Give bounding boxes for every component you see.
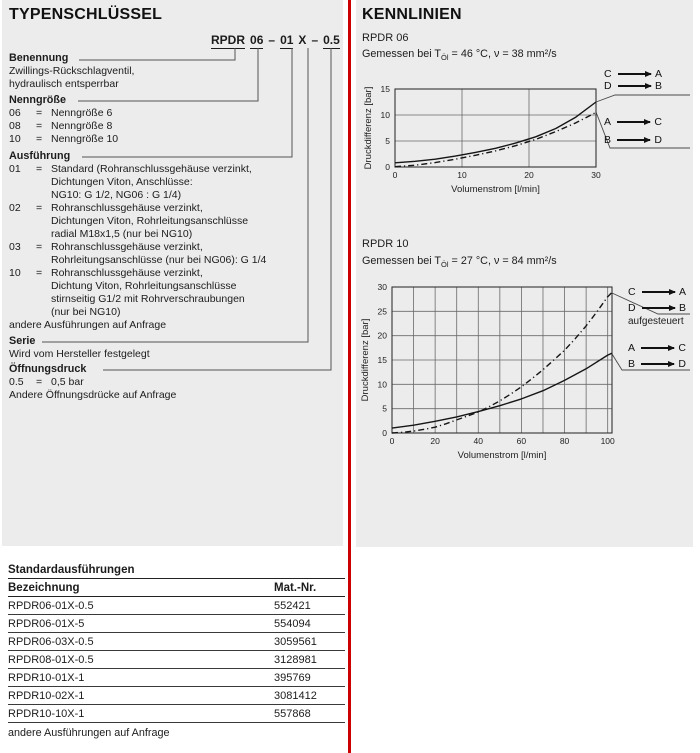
equals-sign: = xyxy=(36,376,43,388)
arrow-right-icon xyxy=(641,363,674,364)
item-text: Nenngröße 6 xyxy=(51,107,113,119)
chart1-conditions xyxy=(362,48,557,62)
table-row xyxy=(8,615,345,633)
item-code: 03 xyxy=(9,241,21,253)
item-code: 01 xyxy=(9,163,21,175)
item-code: 10 xyxy=(9,267,21,279)
equals-sign: = xyxy=(36,120,43,132)
chart1-legend-ac-bd xyxy=(604,116,662,146)
cell-matnr: 3081412 xyxy=(274,687,345,705)
svg-text:30: 30 xyxy=(377,282,387,292)
item-text-block xyxy=(51,202,248,241)
serie-text: Wird vom Hersteller festgelegt xyxy=(9,348,150,360)
cell-bezeichnung: RPDR10-02X-1 xyxy=(8,687,274,705)
item-line: Rohranschlussgehäuse verzinkt, xyxy=(51,241,203,253)
port-label: A xyxy=(604,116,612,128)
chart1-legend-ca-db xyxy=(604,68,662,92)
item-text: 0,5 bar xyxy=(51,376,84,388)
oeffnungsdruck-note: Andere Öffnungsdrücke auf Anfrage xyxy=(9,389,177,401)
column-divider xyxy=(348,0,351,753)
port-label: D xyxy=(604,80,612,92)
item-code: 0.5 xyxy=(9,376,24,388)
chart2-legend-ca-db xyxy=(628,286,686,318)
ausfuehrung-item-03 xyxy=(9,241,266,267)
kennlinien-title: KENNLINIEN xyxy=(362,6,462,23)
ausfuehrung-item-01 xyxy=(9,163,252,202)
arrow-right-icon xyxy=(641,347,674,348)
code-part-series: X xyxy=(298,33,307,47)
item-line: Rohranschlussgehäuse verzinkt, xyxy=(51,267,203,279)
section-label-ausfuehrung: Ausführung xyxy=(9,150,71,162)
port-label: C xyxy=(654,116,662,128)
item-line: stirnseitig G1/2 mit Rohrverschraubungen xyxy=(51,293,245,305)
standard-versions-section xyxy=(8,564,345,739)
column-header-matnr: Mat.-Nr. xyxy=(274,579,345,597)
section-label-nenngroesse: Nenngröße xyxy=(9,94,66,106)
port-label: B xyxy=(654,80,662,92)
svg-text:30: 30 xyxy=(591,170,601,180)
item-line: Dichtungen Viton, Anschlüsse: xyxy=(51,176,193,188)
svg-text:20: 20 xyxy=(524,170,534,180)
chart1-name: RPDR 06 xyxy=(362,32,409,44)
nenngroesse-item xyxy=(9,107,112,120)
svg-text:20: 20 xyxy=(377,330,387,341)
svg-text:5: 5 xyxy=(385,136,390,146)
legend-row xyxy=(604,116,662,128)
cell-matnr: 395769 xyxy=(274,669,345,687)
cell-bezeichnung: RPDR10-10X-1 xyxy=(8,705,274,723)
cell-bezeichnung: RPDR06-01X-0.5 xyxy=(8,597,274,615)
section-label-oeffnungsdruck: Öffnungsdruck xyxy=(9,363,87,375)
port-label: B xyxy=(678,302,686,314)
legend-row xyxy=(628,302,686,314)
chart2-legend-note: aufgesteuert xyxy=(628,316,684,327)
port-label: C xyxy=(628,286,636,298)
arrow-right-icon xyxy=(617,121,650,122)
ausfuehrung-item-10 xyxy=(9,267,245,319)
svg-text:60: 60 xyxy=(516,436,527,446)
port-label: D xyxy=(678,358,686,370)
item-text-block xyxy=(51,241,266,267)
equals-sign: = xyxy=(36,241,43,253)
equals-sign: = xyxy=(36,133,43,145)
svg-text:0: 0 xyxy=(385,162,390,172)
legend-callout-line xyxy=(596,95,690,102)
svg-text:5: 5 xyxy=(382,403,387,414)
cell-bezeichnung: RPDR10-01X-1 xyxy=(8,669,274,687)
svg-text:25: 25 xyxy=(377,306,387,317)
nenngroesse-item xyxy=(9,120,112,133)
arrow-right-icon xyxy=(642,291,675,292)
legend-row xyxy=(628,358,686,370)
typenschluessel-title: TYPENSCHLÜSSEL xyxy=(9,6,163,23)
table-header-row xyxy=(8,579,345,597)
svg-text:10: 10 xyxy=(457,170,467,180)
legend-row xyxy=(628,342,686,354)
port-label: D xyxy=(628,302,636,314)
table-row xyxy=(8,633,345,651)
item-code: 10 xyxy=(9,133,21,145)
port-label: A xyxy=(628,342,636,354)
oeffnungsdruck-item xyxy=(9,376,84,389)
legend-row xyxy=(628,286,686,298)
legend-row xyxy=(604,68,662,80)
svg-text:100: 100 xyxy=(600,436,615,446)
svg-text:0: 0 xyxy=(392,170,398,180)
code-part-version: 01 xyxy=(280,33,294,47)
legend-row xyxy=(604,80,662,92)
item-code: 08 xyxy=(9,120,21,132)
table-note: andere Ausführungen auf Anfrage xyxy=(8,727,170,739)
conditions-text: Gemessen bei T xyxy=(362,48,442,60)
item-line: Dichtung Viton, Rohrleitungsanschlüsse xyxy=(51,280,237,292)
section-label-serie: Serie xyxy=(9,335,36,347)
code-dash: – xyxy=(268,33,276,47)
table-row xyxy=(8,687,345,705)
chart2-conditions xyxy=(362,255,557,269)
item-text-block xyxy=(51,163,252,202)
equals-sign: = xyxy=(36,163,43,175)
type-code xyxy=(211,33,345,49)
svg-text:0: 0 xyxy=(382,428,387,438)
svg-text:10: 10 xyxy=(380,110,390,120)
chart2-name: RPDR 10 xyxy=(362,238,409,250)
svg-text:10: 10 xyxy=(377,379,387,390)
svg-text:0: 0 xyxy=(389,436,395,446)
port-label: C xyxy=(678,342,686,354)
svg-text:20: 20 xyxy=(430,436,440,446)
cell-matnr: 3059561 xyxy=(274,633,345,651)
cell-matnr: 552421 xyxy=(274,597,345,615)
svg-text:80: 80 xyxy=(559,436,570,446)
port-label: B xyxy=(604,134,612,146)
cell-matnr: 3128981 xyxy=(274,651,345,669)
item-line: (nur bei NG10) xyxy=(51,306,121,318)
conditions-subscript: Öl xyxy=(441,260,449,270)
port-label: A xyxy=(654,68,662,80)
cell-matnr: 554094 xyxy=(274,615,345,633)
cell-bezeichnung: RPDR08-01X-0.5 xyxy=(8,651,274,669)
port-label: A xyxy=(678,286,686,298)
item-text: Nenngröße 10 xyxy=(51,133,119,145)
svg-text:Volumenstrom [l/min]: Volumenstrom [l/min] xyxy=(457,450,547,461)
arrow-right-icon xyxy=(617,139,650,140)
arrow-right-icon xyxy=(618,85,651,86)
port-label: B xyxy=(628,358,636,370)
section-label-benennung: Benennung xyxy=(9,52,69,64)
code-part-pressure: 0.5 xyxy=(323,33,340,47)
arrow-right-icon xyxy=(618,73,651,74)
item-line: Dichtungen Viton, Rohrleitungsanschlüsse xyxy=(51,215,249,227)
code-part-size: 06 xyxy=(250,33,264,47)
port-label: C xyxy=(604,68,612,80)
arrow-right-icon xyxy=(642,307,675,308)
conditions-subscript: Öl xyxy=(441,53,449,63)
equals-sign: = xyxy=(36,107,43,119)
cell-bezeichnung: RPDR06-03X-0.5 xyxy=(8,633,274,651)
svg-text:15: 15 xyxy=(380,84,390,94)
item-line: Rohranschlussgehäuse verzinkt, xyxy=(51,202,203,214)
item-line: radial M18x1,5 (nur bei NG10) xyxy=(51,228,193,240)
item-text-block xyxy=(51,267,245,319)
standard-versions-table xyxy=(8,579,345,723)
ausfuehrung-note: andere Ausführungen auf Anfrage xyxy=(9,319,167,331)
table-row xyxy=(8,705,345,723)
table-caption: Standardausführungen xyxy=(8,564,345,579)
svg-text:15: 15 xyxy=(377,355,387,365)
table-row xyxy=(8,651,345,669)
svg-text:40: 40 xyxy=(473,436,484,446)
equals-sign: = xyxy=(36,202,43,214)
conditions-text: = 46 °C, ν = 38 mm²/s xyxy=(448,48,557,60)
table-row xyxy=(8,669,345,687)
column-header-bezeichnung: Bezeichnung xyxy=(8,579,274,597)
ausfuehrung-item-02 xyxy=(9,202,248,241)
svg-text:Volumenstrom [l/min]: Volumenstrom [l/min] xyxy=(451,184,540,195)
chart2-legend-ac-bd xyxy=(628,342,686,374)
item-code: 02 xyxy=(9,202,21,214)
code-dash: – xyxy=(311,33,319,47)
table-row xyxy=(8,597,345,615)
conditions-text: Gemessen bei T xyxy=(362,255,442,267)
cell-matnr: 557868 xyxy=(274,705,345,723)
legend-row xyxy=(604,134,662,146)
item-code: 06 xyxy=(9,107,21,119)
item-line: Standard (Rohranschlussgehäuse verzinkt, xyxy=(51,163,252,175)
port-label: D xyxy=(654,134,662,146)
equals-sign: = xyxy=(36,267,43,279)
nenngroesse-item xyxy=(9,133,118,146)
code-part-rpdr: RPDR xyxy=(211,33,246,47)
svg-text:Druckdifferenz [bar]: Druckdifferenz [bar] xyxy=(363,86,374,170)
item-line: NG10: G 1/2, NG06 : G 1/4) xyxy=(51,189,182,201)
cell-bezeichnung: RPDR06-01X-5 xyxy=(8,615,274,633)
benennung-line: hydraulisch entsperrbar xyxy=(9,78,119,90)
item-line: Rohrleitungsanschlüsse (nur bei NG06): G 1/4 xyxy=(51,254,267,266)
svg-text:Druckdifferenz [bar]: Druckdifferenz [bar] xyxy=(360,318,371,402)
benennung-line: Zwillings-Rückschlagventil, xyxy=(9,65,135,77)
conditions-text: = 27 °C, ν = 84 mm²/s xyxy=(448,255,557,267)
item-text: Nenngröße 8 xyxy=(51,120,113,132)
